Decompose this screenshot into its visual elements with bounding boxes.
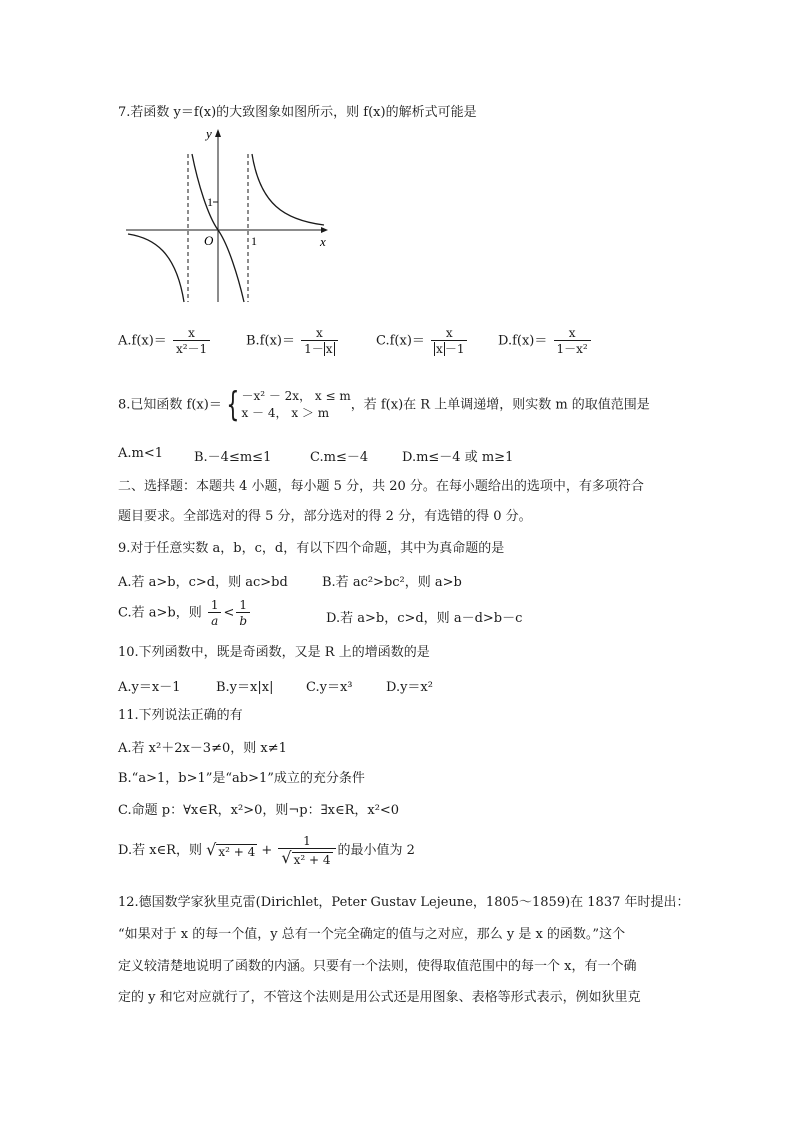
q10-option-d: D.y＝x² (386, 680, 433, 695)
numerator: x (188, 326, 195, 340)
numerator: 1 (210, 598, 219, 612)
q8-prefix: 8.已知函数 f(x)＝ (118, 397, 222, 413)
fraction (236, 598, 250, 628)
fraction (278, 834, 335, 867)
radical-sign: √ (281, 848, 292, 867)
numerator: 1 (303, 834, 311, 848)
q9-stem: 9.对于任意实数 a，b，c，d，有以下四个命题，其中为真命题的是 (118, 541, 505, 556)
denominator: a (208, 612, 221, 628)
fraction (301, 326, 337, 356)
denominator-text: 1－ (304, 342, 324, 356)
q8-stem (118, 385, 650, 425)
q8-option-a: A.m<1 (118, 446, 164, 461)
q7-option-c (376, 326, 469, 356)
q10-option-a: A.y＝x－1 (118, 680, 181, 695)
q9-option-d: D.若 a>b，c>d，则 a－d>b－c (326, 611, 523, 626)
denominator (278, 848, 335, 867)
option-suffix: 的最小值为 2 (337, 843, 415, 858)
q10-stem: 10.下列函数中，既是奇函数，又是 R 上的增函数的是 (118, 645, 430, 660)
square-root (206, 842, 257, 859)
q11-stem: 11.下列说法正确的有 (118, 708, 243, 723)
origin-label: O (204, 233, 214, 248)
denominator (431, 340, 467, 356)
q12-line2: “如果对于 x 的每一个值，y 总有一个完全确定的值与之对应，那么 y 是 x 的函数。”这个 (118, 927, 626, 942)
q8-option-c: C.m≤－4 (310, 450, 369, 465)
option-prefix: C.若 a>b，则 (118, 605, 202, 621)
case-2: x － 4， x ＞ m (241, 406, 330, 420)
q9-option-b: B.若 ac²>bc²，则 a>b (322, 575, 462, 590)
plus-sign: + (261, 843, 273, 858)
numerator: x (568, 326, 576, 340)
denominator: x²－1 (173, 340, 210, 356)
brace-symbol: { (226, 385, 240, 425)
denominator-text: －1 (444, 342, 465, 356)
q7-function-graph (124, 124, 334, 306)
option-prefix: A.f(x)＝ (118, 333, 167, 349)
x-axis-label: x (320, 234, 326, 249)
q7-option-b (246, 326, 340, 356)
numerator: 1 (239, 598, 248, 612)
y-axis-label: y (206, 126, 212, 141)
q10-option-c: C.y＝x³ (306, 680, 353, 695)
fraction (208, 598, 222, 628)
section2-line2: 题目要求。全部选对的得 5 分，部分选对的得 2 分，有选错的得 0 分。 (118, 509, 532, 524)
fraction (173, 326, 210, 356)
q12-line4: 定的 y 和它对应就行了，不管这个法则是用公式还是用图象、表格等形式表示，例如狄里克 (118, 990, 641, 1005)
less-than-sign: < (223, 605, 235, 621)
q7-option-d (498, 326, 593, 356)
radicand: x² + 4 (218, 845, 256, 859)
q12-line1: 12.德国数学家狄里克雷(Dirichlet，Peter Gustav Lejeune，1805～1859)在 1837 年时提出： (118, 895, 690, 910)
piecewise-function (222, 385, 351, 425)
denominator: 1－x² (554, 340, 591, 356)
q10-option-b: B.y＝x|x| (216, 680, 274, 695)
fraction (431, 326, 467, 356)
denominator (301, 340, 337, 356)
radicand: x² + 4 (293, 853, 331, 867)
q11-option-a: A.若 x²＋2x－3≠0，则 x≠1 (118, 741, 287, 756)
curve-branch-right (252, 154, 324, 225)
fraction (554, 326, 591, 356)
q11-option-c: C.命题 p：∀x∈R，x²>0，则¬p：∃x∈R，x²<0 (118, 803, 400, 818)
q12-line3: 定义较清楚地说明了函数的内涵。只要有一个法则，使得取值范围中的每一个 x，有一个确 (118, 959, 637, 974)
y-axis-arrow (215, 129, 221, 137)
q8-suffix: ，若 f(x)在 R 上单调递增，则实数 m 的取值范围是 (350, 397, 650, 413)
q7-stem: 7.若函数 y＝f(x)的大致图象如图所示，则 f(x)的解析式可能是 (118, 105, 477, 120)
q8-option-b: B.－4≤m≤1 (194, 450, 272, 465)
option-prefix: D.f(x)＝ (498, 333, 548, 349)
numerator: x (445, 326, 453, 340)
absolute-value: x (325, 342, 333, 356)
y-tick-label: 1 (207, 195, 213, 209)
section2-line1: 二、选择题：本题共 4 小题，每小题 5 分，共 20 分。在每小题给出的选项中，有多项符合 (118, 479, 644, 494)
q7-option-a (118, 326, 212, 356)
numerator: x (315, 326, 323, 340)
absolute-value: x (436, 342, 443, 356)
x-tick-label: 1 (251, 234, 257, 248)
option-prefix: C.f(x)＝ (376, 333, 425, 349)
cases (241, 388, 350, 422)
radical-sign: √ (206, 840, 217, 859)
q8-option-d: D.m≤－4 或 m≥1 (402, 450, 514, 465)
curve-branch-left (128, 234, 184, 302)
q11-option-b: B.“a>1，b>1”是“ab>1”成立的充分条件 (118, 771, 365, 786)
case-1: －x² － 2x， x ≤ m (241, 389, 351, 403)
option-prefix: D.若 x∈R，则 (118, 843, 202, 858)
option-prefix: B.f(x)＝ (246, 333, 295, 349)
square-root (281, 850, 332, 867)
x-axis-arrow (321, 227, 328, 233)
q9-option-c (118, 598, 252, 628)
q9-option-a: A.若 a>b，c>d，则 ac>bd (118, 575, 288, 590)
denominator: b (236, 612, 250, 628)
q11-option-d (118, 834, 415, 867)
